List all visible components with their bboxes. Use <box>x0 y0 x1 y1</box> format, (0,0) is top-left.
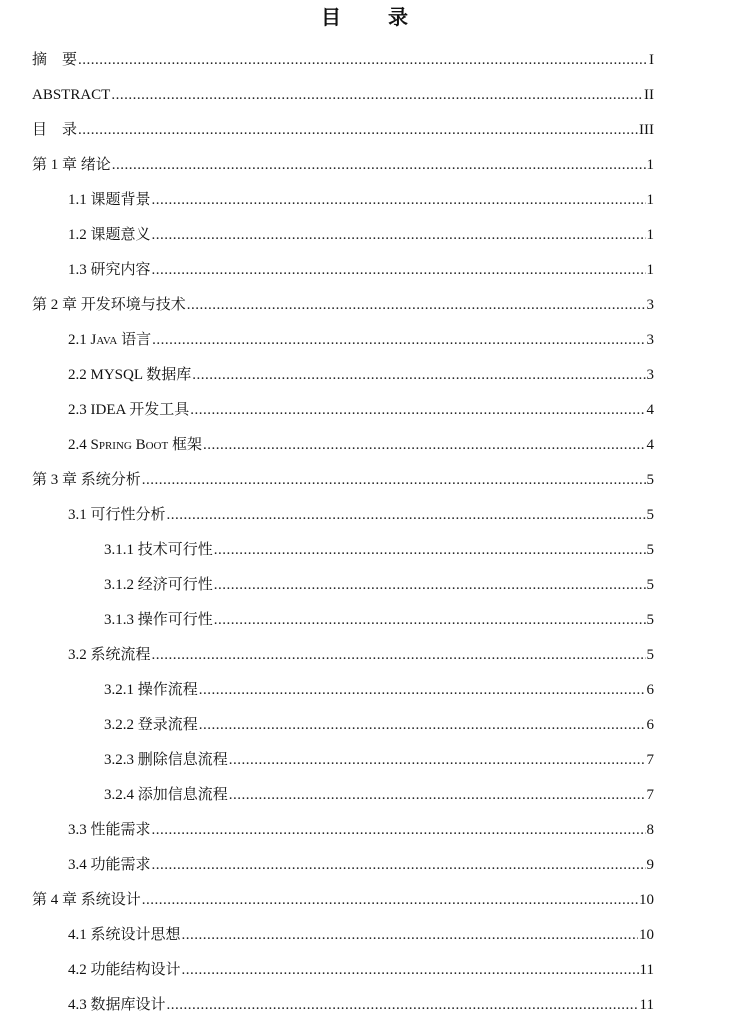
toc-entry-label: 1.1 课题背景 <box>68 192 151 208</box>
toc-entry-label: 第 4 章 系统设计 <box>32 892 141 908</box>
toc-entry-page-number: II <box>644 87 654 103</box>
toc-entry[interactable] <box>0 76 729 111</box>
toc-entry-page-number: 7 <box>646 752 654 768</box>
toc-entry-label: 2.2 MYSQL 数据库 <box>68 367 192 383</box>
toc-entry-inner <box>68 191 729 209</box>
toc-dot-leader <box>111 86 643 104</box>
toc-entry-inner <box>68 996 729 1014</box>
toc-entry-label: 3.3 性能需求 <box>68 822 151 838</box>
toc-entry-page-number: 1 <box>646 227 654 243</box>
toc-entry-page-number: 10 <box>639 927 654 943</box>
toc-entry-page-number: 5 <box>646 612 654 628</box>
toc-dot-leader <box>78 51 648 69</box>
toc-entry-inner <box>104 681 729 699</box>
toc-entry-inner <box>32 156 729 174</box>
toc-entry-label: 4.1 系统设计思想 <box>68 927 181 943</box>
toc-dot-leader <box>142 471 646 489</box>
toc-entry-page-number: III <box>639 122 654 138</box>
toc-dot-leader <box>167 506 646 524</box>
toc-entry[interactable] <box>0 741 729 776</box>
toc-entry-label: 第 2 章 开发环境与技术 <box>32 297 186 313</box>
toc-entry-label: 3.4 功能需求 <box>68 857 151 873</box>
toc-entry-page-number: 10 <box>639 892 654 908</box>
toc-dot-leader <box>203 436 646 454</box>
toc-entry-inner <box>32 891 729 909</box>
toc-entry-inner <box>104 576 729 594</box>
toc-entry-page-number: 9 <box>646 857 654 873</box>
toc-entry-inner <box>68 821 729 839</box>
toc-entry[interactable] <box>0 426 729 461</box>
toc-entry-inner <box>104 541 729 559</box>
toc-entry-page-number: 1 <box>646 192 654 208</box>
toc-entry[interactable] <box>0 181 729 216</box>
toc-entry-label: 4.3 数据库设计 <box>68 997 166 1013</box>
toc-dot-leader <box>152 191 646 209</box>
toc-entry-inner <box>68 926 729 944</box>
toc-entry[interactable] <box>0 531 729 566</box>
toc-entry-inner <box>104 611 729 629</box>
toc-entry-inner <box>104 751 729 769</box>
toc-entry[interactable] <box>0 251 729 286</box>
toc-entry-page-number: 5 <box>646 542 654 558</box>
toc-entry-inner <box>32 471 729 489</box>
toc-entry-label: 3.2.4 添加信息流程 <box>104 787 228 803</box>
toc-entry-page-number: 1 <box>646 157 654 173</box>
toc-entry[interactable] <box>0 881 729 916</box>
toc-entry-page-number: 11 <box>639 997 654 1013</box>
toc-dot-leader <box>187 296 646 314</box>
toc-entry[interactable] <box>0 986 729 1021</box>
toc-dot-leader <box>182 961 639 979</box>
toc-entry[interactable] <box>0 951 729 986</box>
toc-entry[interactable] <box>0 601 729 636</box>
toc-entry-inner <box>68 331 729 349</box>
toc-dot-leader <box>199 681 646 699</box>
toc-entry-label: 第 3 章 系统分析 <box>32 472 141 488</box>
toc-entry-inner <box>104 716 729 734</box>
toc-entry-page-number: I <box>649 52 654 68</box>
toc-entry[interactable] <box>0 706 729 741</box>
toc-entry-label: 3.1.2 经济可行性 <box>104 577 213 593</box>
toc-entry[interactable] <box>0 391 729 426</box>
toc-dot-leader <box>152 856 646 874</box>
toc-entry-inner <box>68 366 729 384</box>
toc-entry-label: 3.1.1 技术可行性 <box>104 542 213 558</box>
toc-entry-label: 3.1 可行性分析 <box>68 507 166 523</box>
toc-entry-label: 目 录 <box>32 122 78 138</box>
toc-entry[interactable] <box>0 356 729 391</box>
toc-entry[interactable] <box>0 321 729 356</box>
toc-dot-leader <box>214 611 646 629</box>
toc-entry-inner <box>68 401 729 419</box>
toc-dot-leader <box>152 821 646 839</box>
toc-entry-page-number: 5 <box>646 577 654 593</box>
toc-entry-page-number: 5 <box>646 647 654 663</box>
toc-entry-label: 2.3 IDEA 开发工具 <box>68 402 190 418</box>
toc-entry-inner <box>32 296 729 314</box>
toc-entry[interactable] <box>0 111 729 146</box>
toc-entry-page-number: 6 <box>646 682 654 698</box>
toc-entry-inner <box>68 961 729 979</box>
toc-entry[interactable] <box>0 496 729 531</box>
toc-entry[interactable] <box>0 461 729 496</box>
toc-entry[interactable] <box>0 566 729 601</box>
toc-dot-leader <box>199 716 646 734</box>
toc-entry-inner <box>32 86 729 104</box>
toc-entry-label: 3.2 系统流程 <box>68 647 151 663</box>
toc-entry-label: 3.2.2 登录流程 <box>104 717 198 733</box>
toc-entry-label: 3.2.1 操作流程 <box>104 682 198 698</box>
toc-dot-leader <box>142 891 638 909</box>
toc-entry-inner <box>68 436 729 454</box>
toc-entry-label: ABSTRACT <box>32 87 111 103</box>
toc-dot-leader <box>229 786 646 804</box>
toc-entry-label: 3.2.3 删除信息流程 <box>104 752 228 768</box>
toc-dot-leader <box>190 401 645 419</box>
toc-dot-leader <box>78 121 638 139</box>
toc-dot-leader <box>112 156 646 174</box>
toc-entry-inner <box>32 51 729 69</box>
toc-entry[interactable] <box>0 41 729 76</box>
toc-entry-page-number: 11 <box>639 962 654 978</box>
toc-entry[interactable] <box>0 671 729 706</box>
toc-dot-leader <box>152 226 646 244</box>
toc-entry-page-number: 3 <box>646 367 654 383</box>
toc-dot-leader <box>167 996 639 1014</box>
toc-entry[interactable] <box>0 776 729 811</box>
toc-entry-page-number: 3 <box>646 332 654 348</box>
toc-entry[interactable] <box>0 846 729 881</box>
toc-entry-label: 1.3 研究内容 <box>68 262 151 278</box>
toc-entry-page-number: 6 <box>646 717 654 733</box>
toc-entry-page-number: 4 <box>646 402 654 418</box>
toc-dot-leader <box>229 751 646 769</box>
toc-entry-page-number: 1 <box>646 262 654 278</box>
toc-entry-inner <box>104 786 729 804</box>
toc-entry-page-number: 5 <box>646 507 654 523</box>
toc-entry-label: 第 1 章 绪论 <box>32 157 111 173</box>
toc-entry-page-number: 3 <box>646 297 654 313</box>
toc-dot-leader <box>192 366 645 384</box>
toc-dot-leader <box>152 331 645 349</box>
toc-title: 目 录 <box>321 5 428 29</box>
toc-entry-page-number: 7 <box>646 787 654 803</box>
toc-entry-label: 2.4 Spring Boot 框架 <box>68 437 202 453</box>
toc-entry-inner <box>68 856 729 874</box>
toc-entry-label: 摘 要 <box>32 52 78 68</box>
toc-dot-leader <box>214 541 646 559</box>
toc-entry[interactable] <box>0 916 729 951</box>
toc-dot-leader <box>152 261 646 279</box>
toc-entry[interactable] <box>0 286 729 321</box>
toc-entry-inner <box>68 226 729 244</box>
toc-entry-label: 3.1.3 操作可行性 <box>104 612 213 628</box>
toc-entry-inner <box>68 646 729 664</box>
toc-entry[interactable] <box>0 146 729 181</box>
toc-entry[interactable] <box>0 636 729 671</box>
toc-entry-label: 2.1 Java 语言 <box>68 332 152 348</box>
toc-entry-label: 4.2 功能结构设计 <box>68 962 181 978</box>
toc-entry-label: 1.2 课题意义 <box>68 227 151 243</box>
toc-entry[interactable] <box>0 216 729 251</box>
toc-dot-leader <box>214 576 646 594</box>
toc-entry-page-number: 4 <box>646 437 654 453</box>
toc-dot-leader <box>152 646 646 664</box>
toc-entry[interactable] <box>0 811 729 846</box>
toc-entry-inner <box>68 261 729 279</box>
toc-entry-page-number: 5 <box>646 472 654 488</box>
toc-entry-page-number: 8 <box>646 822 654 838</box>
toc-list <box>0 41 729 1021</box>
toc-dot-leader <box>182 926 638 944</box>
toc-entry-inner <box>32 121 729 139</box>
toc-entry-inner <box>68 506 729 524</box>
